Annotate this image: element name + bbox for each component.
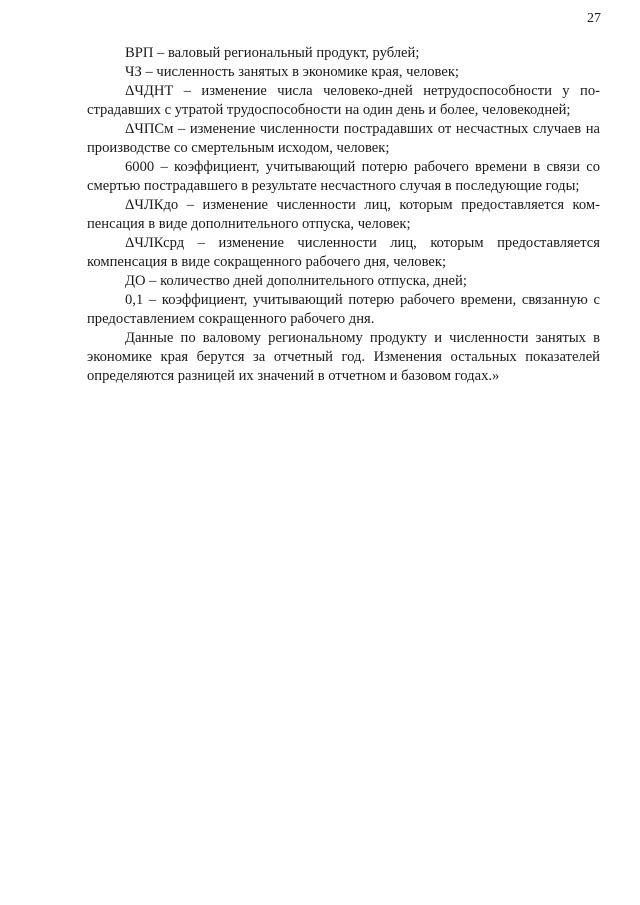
definition-do: ДО – количество дней дополнительного отпуска, дней; bbox=[125, 273, 467, 289]
definition-delta-chlkdo: ΔЧЛКдо – изменение численности лиц, которым предоставляется компенсация в виде дополнительного отпуска, человек; bbox=[87, 197, 600, 232]
definition-coefficient-6000: 6000 – коэффициент, учитывающий потерю рабочего времени в связи со смертью пострадавшего в результате несчастного случая в последующие годы; bbox=[87, 159, 600, 194]
definition-delta-chpsm: ΔЧПСм – изменение численности пострадавших от несчастных случаев на производстве со смертельным исходом, человек; bbox=[87, 121, 600, 156]
definition-vrp: ВРП – валовый региональный продукт, рублей; bbox=[125, 45, 420, 61]
data-source-note: Данные по валовому региональному продукту и численности занятых в экономике края берутся за отчетный год. Изменения остальных показателей определяются разницей их значений в отчетном и базовом годах.» bbox=[87, 330, 600, 384]
definition-delta-chlksrd: ΔЧЛКсрд – изменение численности лиц, которым предоставляется компенсация в виде сокращенного рабочего дня, человек; bbox=[87, 235, 600, 270]
document-body bbox=[87, 44, 600, 386]
definition-delta-chdnt: ΔЧДНТ – изменение числа человеко-дней нетрудоспособности у пострадавших с утратой трудоспособности на один день и более, человекодней; bbox=[87, 83, 600, 118]
definition-chz: ЧЗ – численность занятых в экономике края, человек; bbox=[125, 64, 459, 80]
definition-coefficient-0-1: 0,1 – коэффициент, учитывающий потерю рабочего времени, связанную с предоставлением сокращенного рабочего дня. bbox=[87, 292, 600, 327]
page-number: 27 bbox=[587, 11, 601, 26]
